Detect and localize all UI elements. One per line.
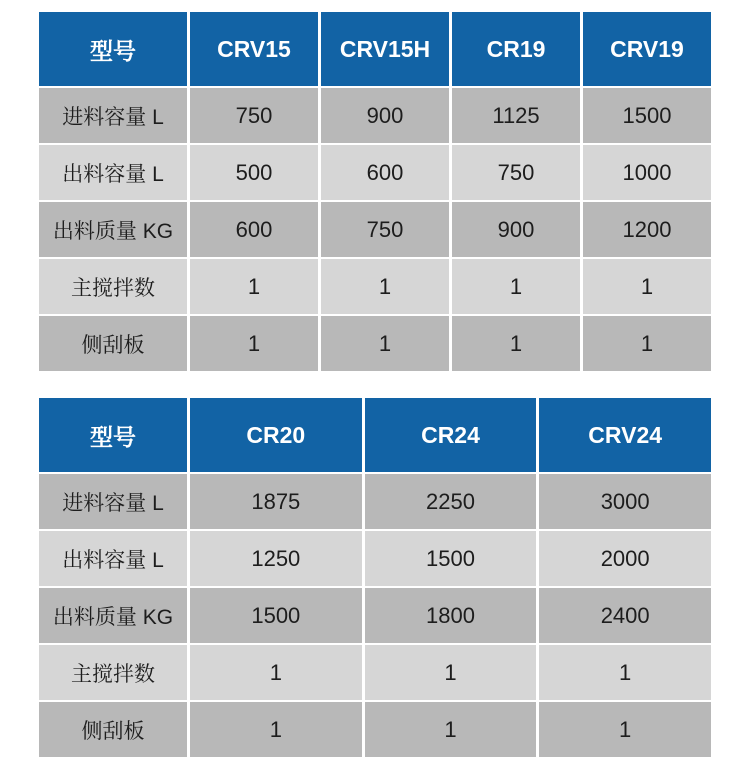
header-cell: CRV15 xyxy=(190,12,318,86)
value-cell: 1 xyxy=(190,316,318,371)
value-cell: 600 xyxy=(321,145,449,200)
value-cell: 1000 xyxy=(583,145,711,200)
value-cell: 750 xyxy=(190,88,318,143)
value-cell: 1 xyxy=(190,702,362,757)
value-cell: 2400 xyxy=(539,588,711,643)
header-cell: CRV24 xyxy=(539,398,711,472)
row-label: 主搅拌数 xyxy=(39,645,187,700)
value-cell: 1 xyxy=(452,316,580,371)
header-cell: CR20 xyxy=(190,398,362,472)
value-cell: 1 xyxy=(539,645,711,700)
row-label: 进料容量 L xyxy=(39,88,187,143)
value-cell: 1500 xyxy=(583,88,711,143)
table-row xyxy=(39,531,711,586)
value-cell: 900 xyxy=(321,88,449,143)
value-cell: 1 xyxy=(583,259,711,314)
header-cell: CR24 xyxy=(365,398,537,472)
table-row xyxy=(39,702,711,757)
table-row xyxy=(39,645,711,700)
value-cell: 1 xyxy=(452,259,580,314)
value-cell: 2000 xyxy=(539,531,711,586)
value-cell: 900 xyxy=(452,202,580,257)
row-label: 出料质量 KG xyxy=(39,202,187,257)
value-cell: 1 xyxy=(190,259,318,314)
table-row xyxy=(39,88,711,143)
value-cell: 750 xyxy=(452,145,580,200)
header-cell: CR19 xyxy=(452,12,580,86)
row-label: 出料质量 KG xyxy=(39,588,187,643)
row-label: 侧刮板 xyxy=(39,702,187,757)
spec-table-2 xyxy=(39,398,711,757)
table-row xyxy=(39,474,711,529)
header-cell: CRV19 xyxy=(583,12,711,86)
value-cell: 1875 xyxy=(190,474,362,529)
value-cell: 1800 xyxy=(365,588,537,643)
table-1-header-row xyxy=(39,12,711,86)
table-row xyxy=(39,588,711,643)
value-cell: 1125 xyxy=(452,88,580,143)
value-cell: 1 xyxy=(321,316,449,371)
value-cell: 1200 xyxy=(583,202,711,257)
value-cell: 750 xyxy=(321,202,449,257)
value-cell: 1 xyxy=(321,259,449,314)
value-cell: 600 xyxy=(190,202,318,257)
table-row xyxy=(39,259,711,314)
row-label: 主搅拌数 xyxy=(39,259,187,314)
value-cell: 500 xyxy=(190,145,318,200)
header-cell-model: 型号 xyxy=(39,398,187,472)
value-cell: 1250 xyxy=(190,531,362,586)
value-cell: 1 xyxy=(190,645,362,700)
value-cell: 1 xyxy=(583,316,711,371)
row-label: 侧刮板 xyxy=(39,316,187,371)
value-cell: 1500 xyxy=(365,531,537,586)
row-label: 出料容量 L xyxy=(39,145,187,200)
row-label: 出料容量 L xyxy=(39,531,187,586)
table-row xyxy=(39,202,711,257)
value-cell: 1500 xyxy=(190,588,362,643)
row-label: 进料容量 L xyxy=(39,474,187,529)
header-cell-model: 型号 xyxy=(39,12,187,86)
header-cell: CRV15H xyxy=(321,12,449,86)
value-cell: 3000 xyxy=(539,474,711,529)
spec-table-1 xyxy=(39,12,711,371)
table-row xyxy=(39,145,711,200)
value-cell: 1 xyxy=(365,645,537,700)
value-cell: 1 xyxy=(365,702,537,757)
value-cell: 2250 xyxy=(365,474,537,529)
value-cell: 1 xyxy=(539,702,711,757)
table-2-header-row xyxy=(39,398,711,472)
table-row xyxy=(39,316,711,371)
